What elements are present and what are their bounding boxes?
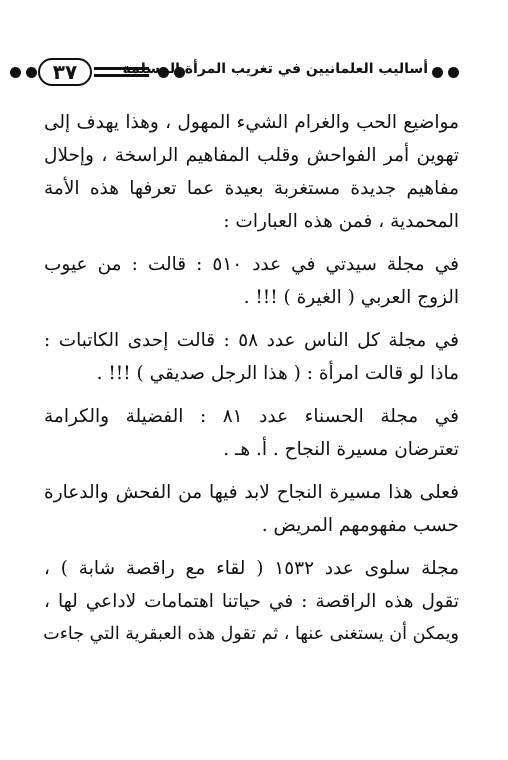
text-line: في مجلة الحسناء عدد ٨١ : الفضيلة والكرامة [44, 406, 460, 427]
text-line: مجلة سلوى عدد ١٥٣٢ ( لقاء مع راقصة شابة ) ، [44, 558, 459, 579]
text-line: تهوين أمر الفواحش وقلب المفاهيم الراسخة ، وإحلال [44, 145, 459, 166]
header-dot [26, 67, 37, 78]
paragraph [44, 106, 459, 238]
header-dot [432, 67, 443, 78]
paragraph [44, 400, 459, 466]
paragraph [44, 476, 459, 542]
text-line: تعترضان مسيرة النجاح . أ. هـ . [223, 439, 459, 460]
paragraph [44, 248, 459, 314]
page-number: ٣٧ [38, 58, 92, 86]
text-line: حسب مفهومهم المريض . [261, 515, 459, 536]
text-line: في مجلة كل الناس عدد ٥٨ : قالت إحدى الكاتبات : [44, 330, 459, 351]
text-line: تقول هذه الراقصة : في حياتنا اهتمامات لاداعي لها ، [44, 591, 459, 612]
paragraph [44, 324, 459, 390]
text-line: فعلى هذا مسيرة النجاح لابد فيها من الفحش والدعارة [44, 482, 459, 503]
text-line: في مجلة سيدتي في عدد ٥١٠ : قالت : من عيوب [44, 254, 459, 275]
page-header [10, 56, 460, 90]
text-line: الزوج العربي ( الغيرة ) !!! . [243, 287, 459, 308]
body-text [44, 106, 459, 651]
header-dot [448, 67, 459, 78]
running-title: أساليب العلمانيين في تغريب المرأة المسلمة [122, 61, 428, 77]
text-line: المحمدية ، فمن هذه العبارات : [223, 211, 459, 232]
header-dot [10, 67, 21, 78]
text-line: ويمكن أن يستغنى عنها ، ثم تقول هذه العبقرية التي جاءت [43, 624, 459, 644]
paragraph [44, 552, 459, 651]
text-line: مفاهيم جديدة مستغربة بعيدة عما تعرفها هذه الأمة [44, 178, 459, 199]
text-line: ماذا لو قالت امرأة : ( هذا الرجل صديقي ) !!! . [96, 363, 459, 384]
text-line: مواضيع الحب والغرام الشيء المهول ، وهذا يهدف إلى [44, 112, 459, 133]
